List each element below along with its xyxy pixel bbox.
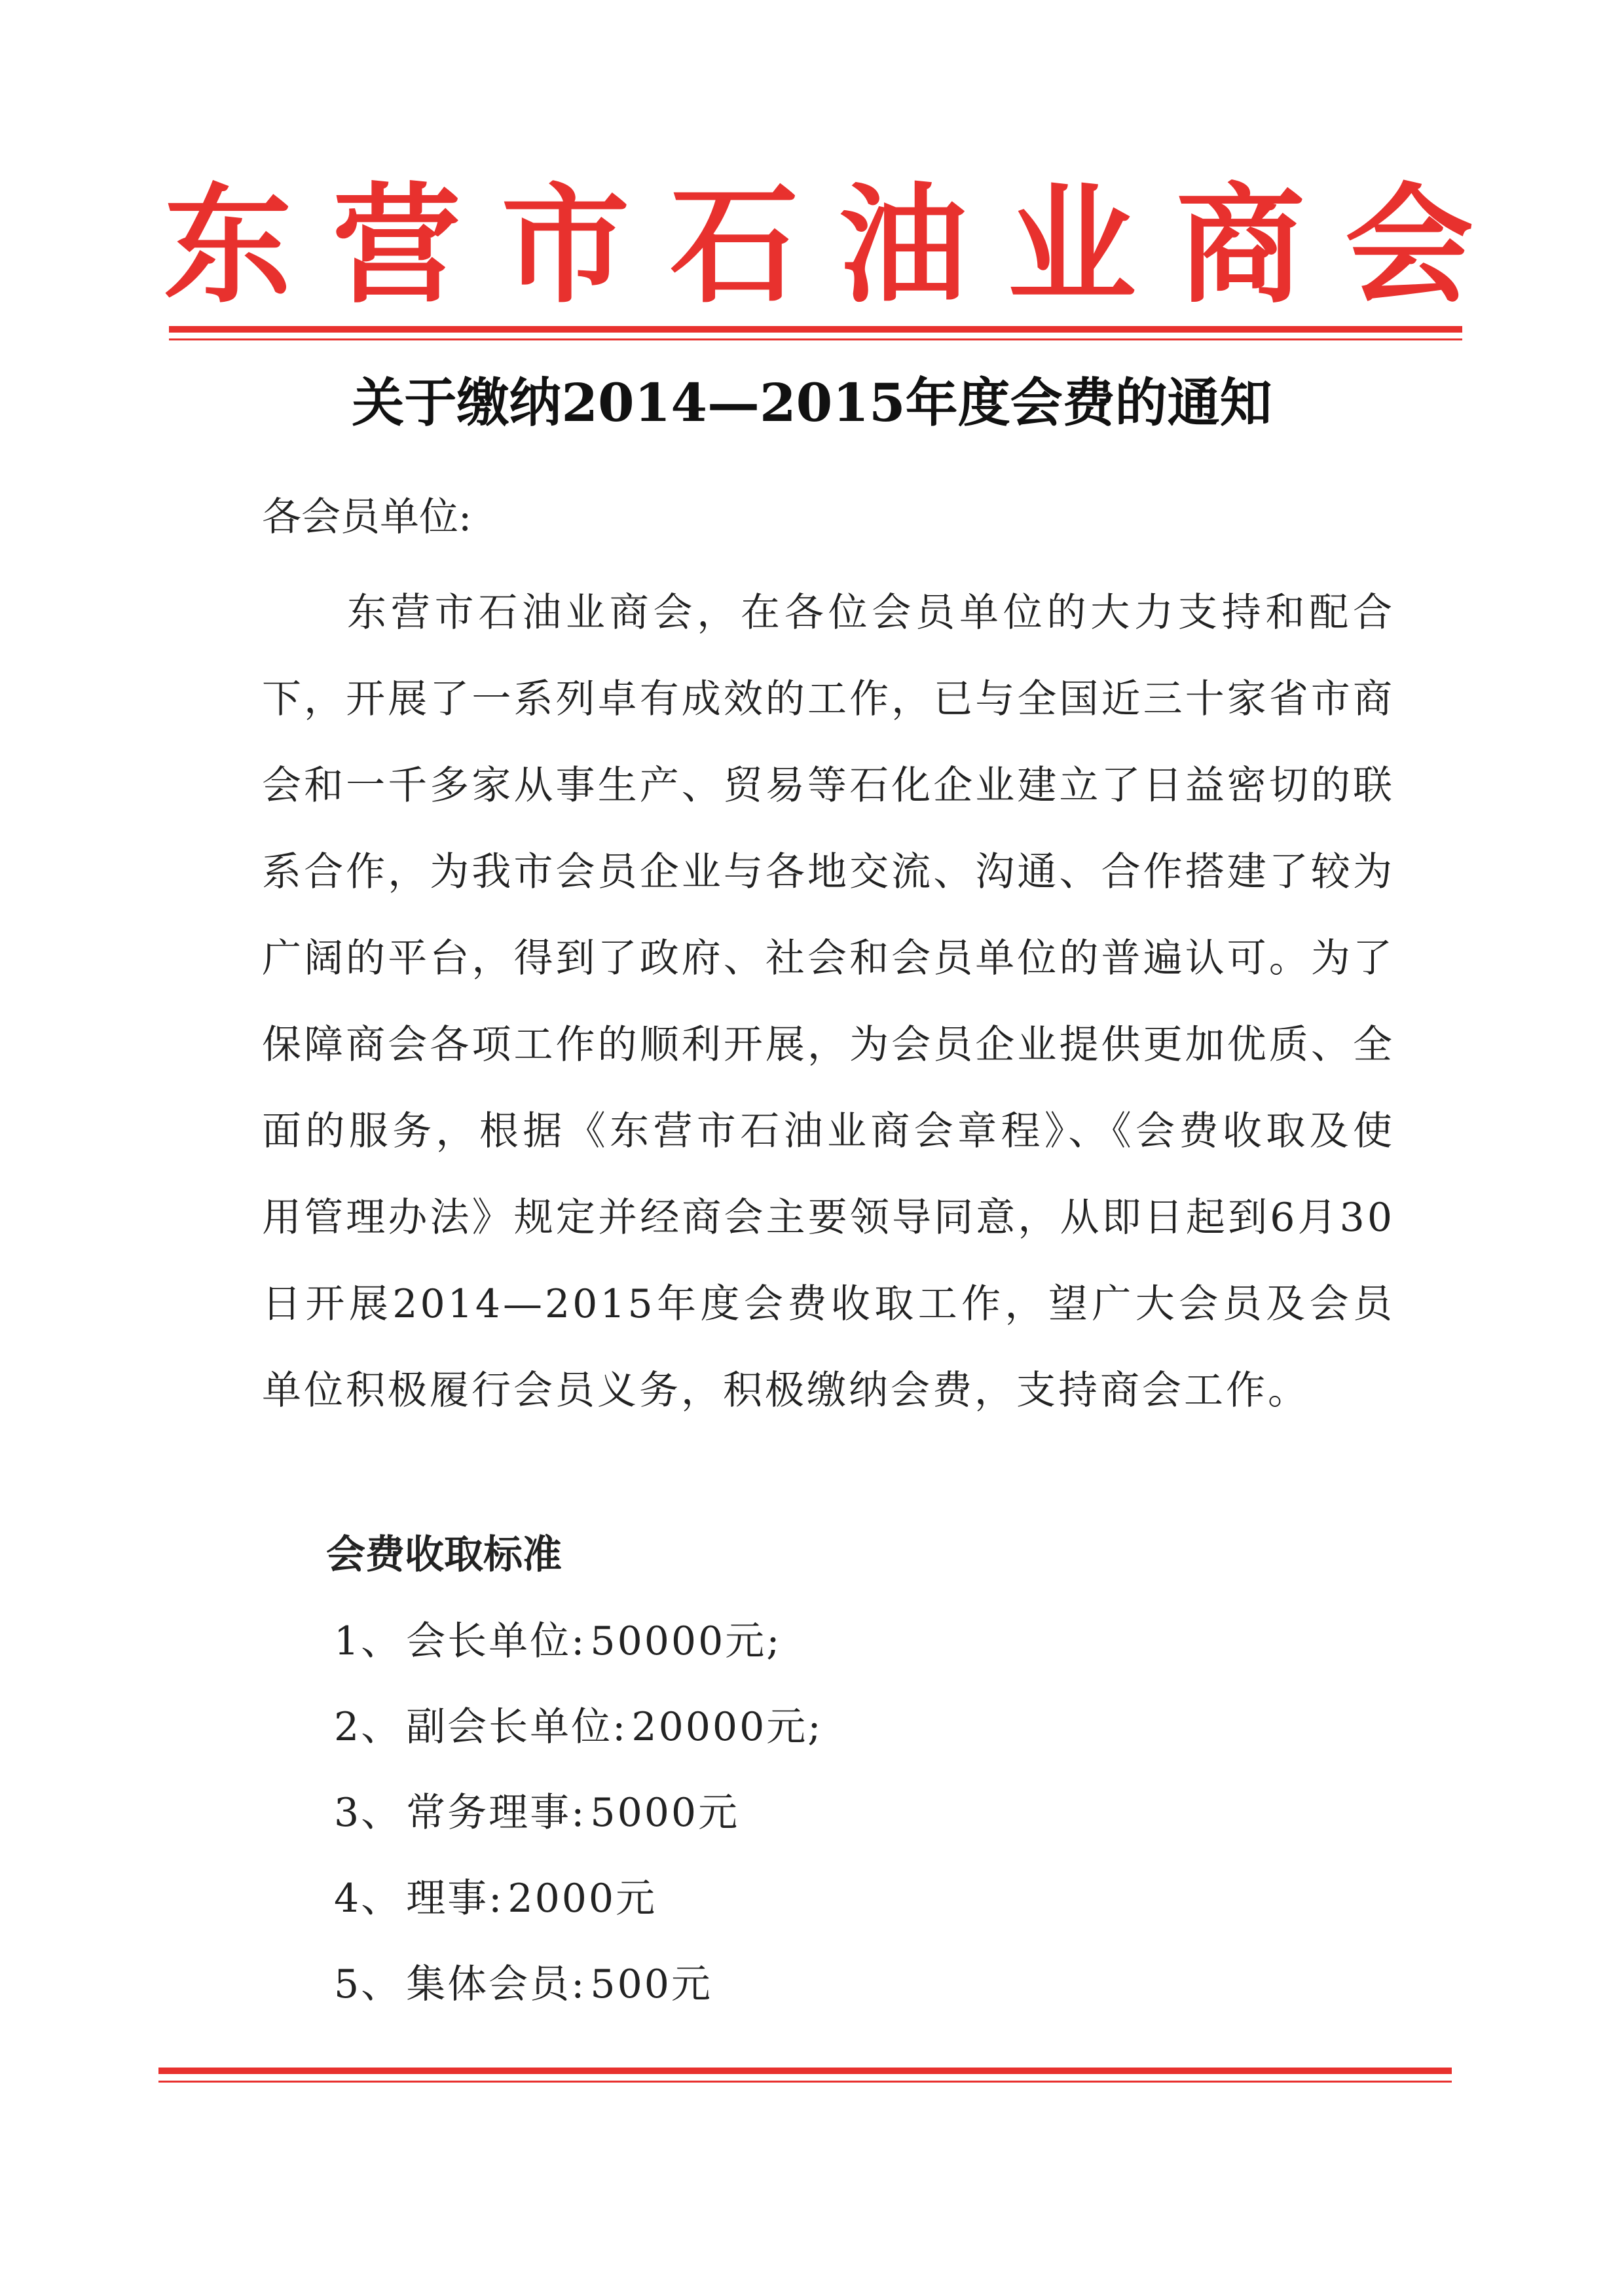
fee-item-index: 1、 [334,1618,403,1664]
notice-title: 关于缴纳2014—2015年度会费的通知 [352,372,1272,433]
fee-item-index: 5、 [334,1961,403,2007]
letterhead-rule-thick [169,326,1462,333]
fee-item [334,1698,827,1783]
fee-item [334,1783,827,1869]
footer-rule-thick [158,2068,1452,2074]
fee-standard-list [334,1612,827,2041]
fee-item [334,1869,827,1955]
fee-item-label: 理事: [406,1876,504,1922]
salutation: 各会员单位: [262,494,472,540]
fee-item-index: 2、 [334,1704,403,1750]
footer-rule-thin [158,2081,1452,2083]
fee-item [334,1612,827,1698]
fee-item [334,1955,827,2041]
fee-standard-heading: 会费收取标准 [326,1532,562,1578]
notice-body: 东营市石油业商会，在各位会员单位的大力支持和配合下，开展了一系列卓有成效的工作，已与全国近三十家省市商会和一千多家从事生产、贸易等石化企业建立了日益密切的联系合作，为我市会员企业与各地交流、沟通、合作搭建了较为广阔的平台，得到了政府、社会和会员单位的普遍认可。为了保障商会各项工作的顺利开展，为会员企业提供更加优质、全面的服务，根据《东营市石油业商会章程》、《会费收取及使用管理办法》规定并经商会主要领导同意，从即日起到6月30日开展2014—2015年度会费收取工作，望广大会员及会员单位积极履行会员义务，积极缴纳会费，支持商会工作。 [262,590,1395,1413]
fee-item-label: 会长单位: [406,1618,587,1664]
fee-item-index: 3、 [334,1790,403,1836]
letterhead-org-name: 东营市石油业商会 [164,170,1473,321]
fee-item-label: 常务理事: [406,1790,587,1836]
fee-item-amount: 50000元; [590,1618,782,1664]
letterhead-rule-thin [169,338,1462,340]
fee-item-label: 副会长单位: [406,1704,628,1750]
fee-item-amount: 5000元 [590,1790,740,1836]
fee-item-index: 4、 [334,1876,403,1922]
fee-item-amount: 2000元 [507,1876,657,1922]
fee-item-amount: 20000元; [631,1704,823,1750]
fee-item-amount: 500元 [590,1961,712,2007]
fee-item-label: 集体会员: [406,1961,587,2007]
